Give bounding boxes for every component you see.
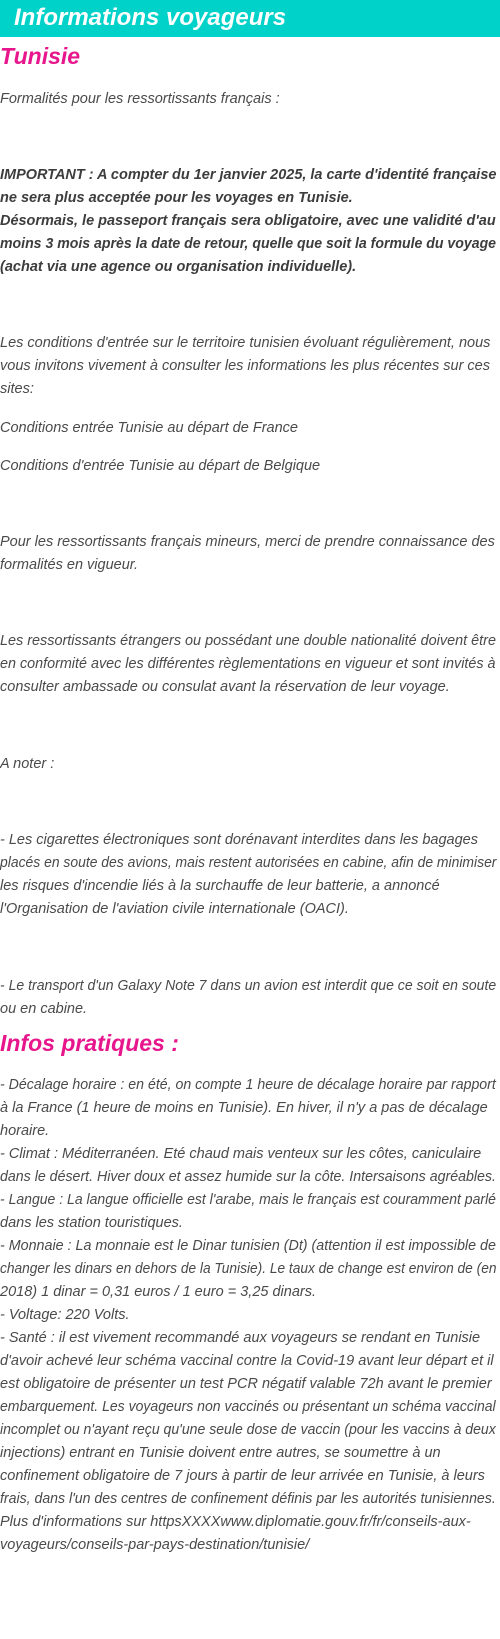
important-line: moins 3 mois après la date de retour, quelle que soit la formule du voyage — [0, 236, 497, 252]
important-line: IMPORTANT : A compter du 1er janvier 2025, la carte d'identité française — [0, 167, 497, 183]
infos-line: changer les dinars en dehors de la Tunisie). Le taux de change est environ de (en — [0, 1261, 497, 1277]
infos-line: - Langue : La langue officielle est l'arabe, mais le français est couramment parlé — [0, 1192, 496, 1208]
infos-line: confinement obligatoire de 7 jours à partir de leur arrivée en Tunisie, à leurs — [0, 1468, 485, 1484]
infos-line: dans le désert. Hiver doux et assez humide sur la côte. Intersaisons agréables. — [0, 1169, 496, 1185]
page-title: Informations voyageurs — [14, 4, 287, 31]
infos-line: - Climat : Méditerranéen. Eté chaud mais venteux sur les côtes, caniculaire — [0, 1146, 482, 1162]
cigarettes-line: les risques d'incendie liés à la surchauffe de leur batterie, a annoncé — [0, 878, 440, 894]
infos-line: Plus d'informations sur httpsXXXXwww.diplomatie.gouv.fr/fr/conseils-aux- — [0, 1514, 471, 1530]
infos-line: incomplet ou n'ayant reçu qu'une seule dose de vaccin (pour les vaccins à deux — [0, 1422, 496, 1438]
etrangers-line: Les ressortissants étrangers ou possédant une double nationalité doivent être — [0, 633, 496, 649]
conditions-line: vous invitons vivement à consulter les informations les plus récentes sur ces — [0, 358, 490, 374]
a-noter-label: A noter : — [0, 756, 55, 772]
header-bar — [0, 0, 500, 37]
formalites-text: Formalités pour les ressortissants français : — [0, 91, 280, 107]
infos-line: voyageurs/conseils-par-pays-destination/tunisie/ — [0, 1537, 310, 1553]
galaxy-line: - Le transport d'un Galaxy Note 7 dans un avion est interdit que ce soit en soute — [0, 978, 497, 994]
link-conditions-belgique[interactable]: Conditions d'entrée Tunisie au départ de Belgique — [0, 458, 321, 474]
infos-line: - Santé : il est vivement recommandé aux voyageurs se rendant en Tunisie — [0, 1330, 481, 1346]
infos-line: - Décalage horaire : en été, on compte 1 heure de décalage horaire par rapport — [0, 1077, 496, 1093]
mineurs-line: formalités en vigueur. — [0, 557, 139, 573]
cigarettes-line: l'Organisation de l'aviation civile internationale (OACI). — [0, 901, 349, 917]
infos-line: dans les station touristiques. — [0, 1215, 183, 1231]
infos-line: embarquement. Les voyageurs non vaccinés ou présentant un schéma vaccinal — [0, 1399, 496, 1415]
section-title-tunisie: Tunisie — [0, 43, 81, 69]
etrangers-line: consulter ambassade ou consulat avant la réservation de leur voyage. — [0, 679, 450, 695]
important-line: ne sera plus acceptée pour les voyages en Tunisie. — [0, 190, 353, 206]
infos-line: horaire. — [0, 1123, 50, 1139]
important-line: (achat via une agence ou organisation individuelle). — [0, 259, 357, 275]
cigarettes-line: placés en soute des avions, mais restent autorisées en cabine, afin de minimiser — [0, 855, 497, 871]
cigarettes-line: - Les cigarettes électroniques sont dorénavant interdites dans les bagages — [0, 832, 478, 848]
section-title-infos-pratiques: Infos pratiques : — [0, 1030, 179, 1056]
conditions-line: Les conditions d'entrée sur le territoire tunisien évoluant régulièrement, nous — [0, 335, 491, 351]
important-line: Désormais, le passeport français sera obligatoire, avec une validité d'au — [0, 213, 496, 229]
mineurs-line: Pour les ressortissants français mineurs, merci de prendre connaissance des — [0, 534, 495, 550]
infos-line: 2018) 1 dinar = 0,31 euros / 1 euro = 3,25 dinars. — [0, 1284, 316, 1300]
infos-line: - Monnaie : La monnaie est le Dinar tunisien (Dt) (attention il est impossible de — [0, 1238, 496, 1254]
infos-line: injections) entrant en Tunisie doivent entre autres, se soumettre à un — [0, 1445, 441, 1461]
infos-line: frais, dans l'un des centres de confinement définis par les autorités tunisiennes. — [0, 1491, 496, 1507]
galaxy-line: ou en cabine. — [0, 1001, 88, 1017]
infos-line: est obligatoire de présenter un test PCR négatif valable 72h avant le premier — [0, 1376, 492, 1392]
infos-line: d'avoir achevé leur schéma vaccinal contre la Covid-19 avant leur départ et il — [0, 1353, 494, 1369]
infos-line: - Voltage: 220 Volts. — [0, 1307, 130, 1323]
infos-line: à la France (1 heure de moins en Tunisie). En hiver, il n'y a pas de décalage — [0, 1100, 488, 1116]
conditions-line: sites: — [0, 381, 34, 397]
etrangers-line: en conformité avec les différentes règlementations en vigueur et sont invités à — [0, 656, 496, 672]
link-conditions-france[interactable]: Conditions entrée Tunisie au départ de France — [0, 420, 298, 436]
